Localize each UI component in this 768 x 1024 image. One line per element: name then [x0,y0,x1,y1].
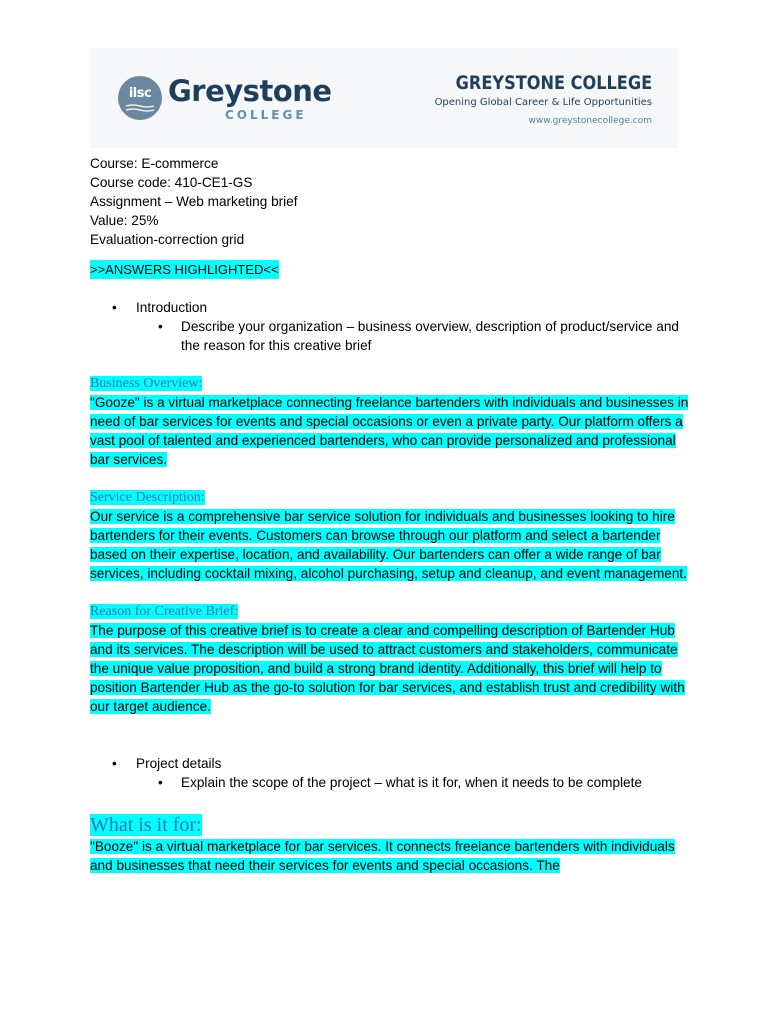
course-line: Course: E-commerce [90,156,219,171]
course-code-line: Course code: 410-CE1-GS [90,175,253,190]
project-sub-bullet: • Explain the scope of the project – what is it for, when it needs to be complete [90,773,690,792]
service-description-text: Our service is a comprehensive bar service solution for individuals and businesses looking to hire bartenders for their events. Customers can browse through our platform and select a bartender based on their expertise, location, and availability. Our bartenders can offer a wide range of bar services, including cocktail mixing, alcohol purchasing, setup and cleanup, and event management. [90,509,687,581]
college-letterhead [90,48,678,148]
project-bullet: • Project details [90,754,690,773]
college-title: GREYSTONE COLLEGE [455,72,652,94]
logo-subtitle: COLLEGE [225,108,307,122]
reason-heading [90,602,690,621]
service-description-title: Service Description: [90,490,205,505]
reason-paragraph [90,621,690,716]
what-for-heading [90,813,690,837]
reason-text: The purpose of this creative brief is to create a clear and compelling description of Bartender Hub and its services. The description will be used to attract customers and stakeholders, communicate the unique value proposition, and build a strong brand identity. Additionally, this brief will help to position Bartender Hub as the go-to solution for bar services, and establish trust and credibility with our target audience. [90,623,685,714]
service-description-heading [90,488,690,507]
letterhead-right [421,72,652,126]
value-line: Value: 25% [90,213,159,228]
business-overview-text: "Gooze" is a virtual marketplace connecting freelance bartenders with individuals and businesses in need of bar services for events and special occasions or even a private party. Our platform offers a vast pool of talented and experienced bartenders, who can provide personalized and professional bar services. [90,395,689,467]
ilsc-logo-icon [118,76,162,120]
wave-lines-icon [126,104,154,112]
service-description-paragraph [90,507,690,583]
logo-mark-text: ilsc [128,86,152,101]
assignment-line: Assignment – Web marketing brief [90,194,298,209]
college-url: www.greystonecollege.com [528,116,652,126]
college-tagline: Opening Global Career & Life Opportunities [434,97,652,108]
grid-line: Evaluation-correction grid [90,232,245,247]
what-for-paragraph [90,837,690,875]
what-for-title: What is it for: [90,814,202,836]
intro-sub-bullet: • Describe your organization – business overview, description of product/service and the reason for this creative brief [90,317,690,355]
reason-title: Reason for Creative Brief: [90,604,239,619]
business-overview-paragraph [90,393,690,469]
document-body [90,154,690,875]
business-overview-title: Business Overview: [90,376,203,391]
logo-wordmark: Greystone [168,74,332,108]
answers-banner: >>ANSWERS HIGHLIGHTED<< [90,262,279,277]
business-overview-heading [90,374,690,393]
what-for-text: "Booze" is a virtual marketplace for bar services. It connects freelance bartenders with individuals and businesses that need their services for events and special occasions. The [90,839,675,873]
intro-bullet: • Introduction [90,298,690,317]
